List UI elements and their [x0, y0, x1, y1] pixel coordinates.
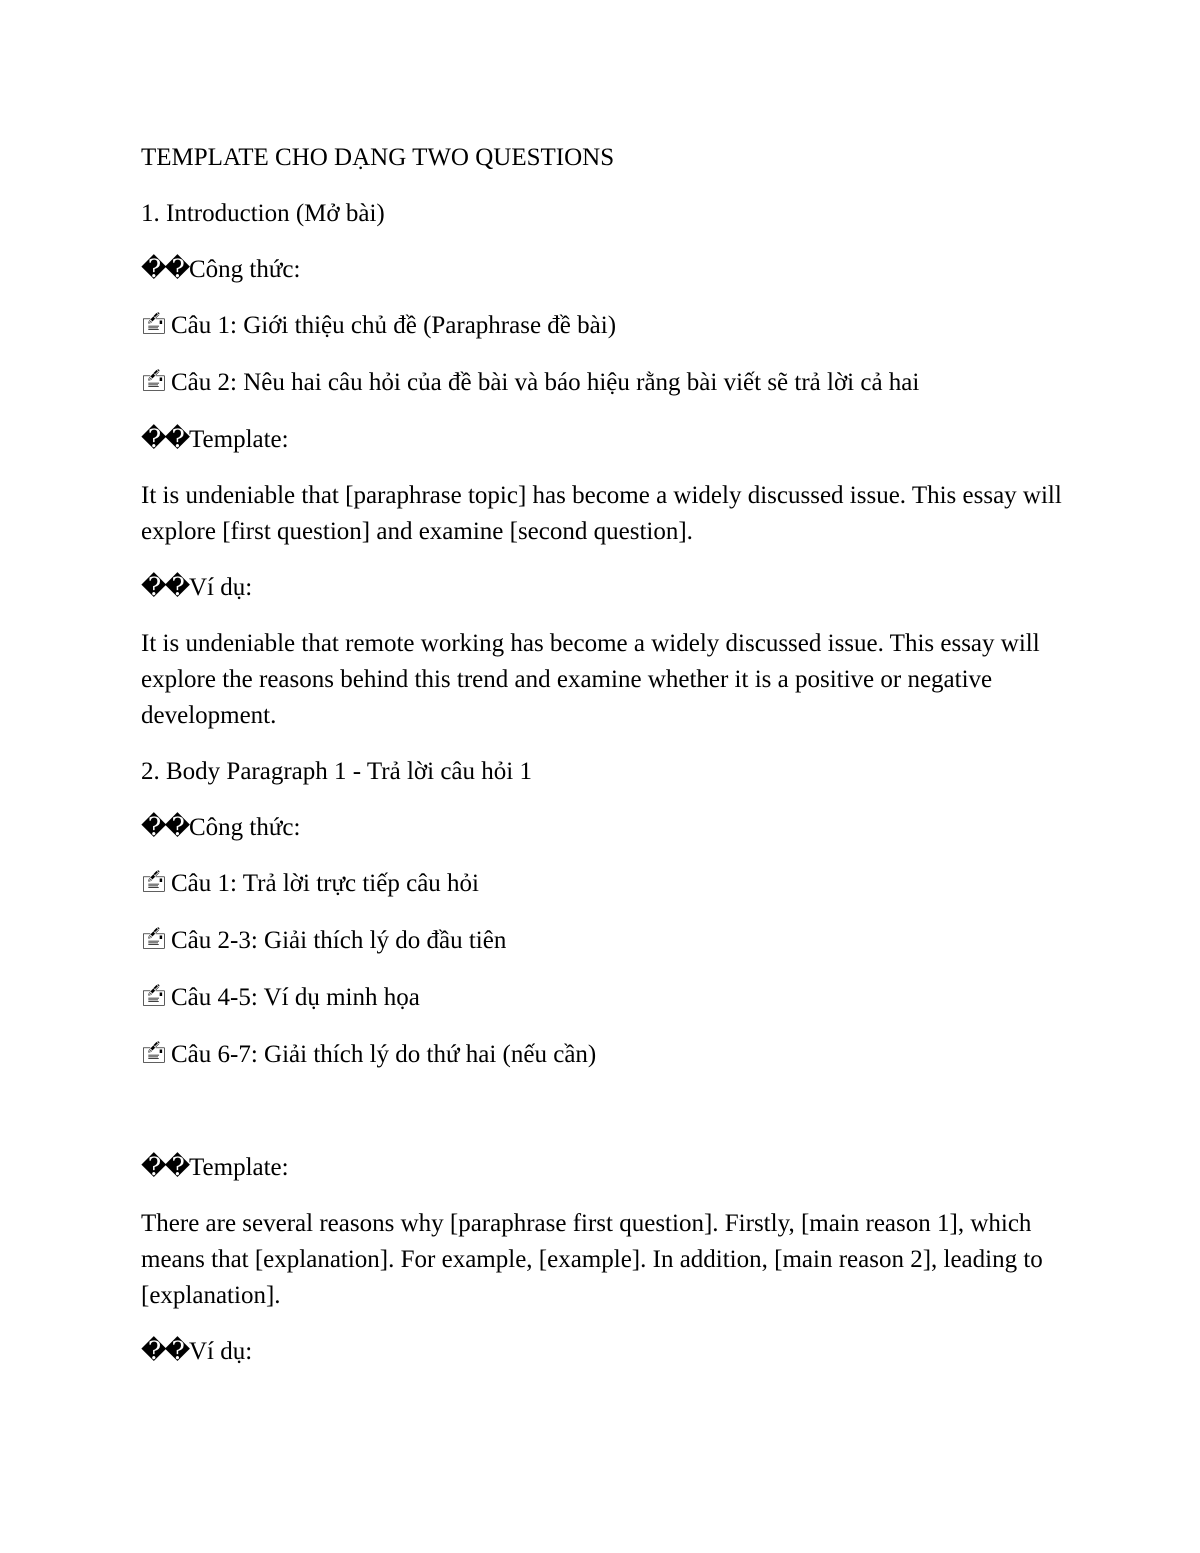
template-label-text: Template:: [189, 1154, 289, 1181]
section2-heading: 2. Body Paragraph 1 - Trả lời câu hỏi 1: [141, 758, 532, 785]
section1-bullet-1: [141, 308, 1071, 345]
replacement-glyph-icon: ��: [141, 1338, 189, 1365]
section1-formula-label: [141, 252, 1071, 288]
bullet-text: Câu 6-7: Giải thích lý do thứ hai (nếu cần): [171, 1041, 597, 1068]
blank-line: [141, 1094, 1071, 1150]
pen-icon: 🖆: [141, 1043, 167, 1068]
section1-example-label: [141, 570, 1071, 606]
section2-bullet-2: [141, 923, 1071, 960]
section2-template-label: [141, 1150, 1071, 1186]
section2-formula-label: [141, 810, 1071, 846]
example-label-text: Ví dụ:: [189, 1338, 253, 1365]
pen-icon: 🖆: [141, 314, 167, 339]
replacement-glyph-icon: ��: [141, 426, 189, 453]
bullet-text: Câu 1: Trả lời trực tiếp câu hỏi: [171, 870, 479, 897]
section2-bullet-4: [141, 1037, 1071, 1074]
replacement-glyph-icon: ��: [141, 1154, 189, 1181]
example-label-text: Ví dụ:: [189, 574, 253, 601]
section1-template-label: [141, 422, 1071, 458]
pen-icon: 🖆: [141, 371, 167, 396]
section2-bullet-1: [141, 866, 1071, 903]
section2-example-label: [141, 1334, 1071, 1370]
document-content: [141, 140, 1071, 1390]
document-title: TEMPLATE CHO DẠNG TWO QUESTIONS: [141, 144, 615, 171]
formula-label-text: Công thức:: [189, 256, 301, 283]
formula-label-text: Công thức:: [189, 814, 301, 841]
bullet-text: Câu 2-3: Giải thích lý do đầu tiên: [171, 927, 507, 954]
pen-icon: 🖆: [141, 929, 167, 954]
section1-bullet-2: [141, 365, 1071, 402]
template-label-text: Template:: [189, 426, 289, 453]
section1-template-text: It is undeniable that [paraphrase topic] has become a widely discussed issue. This essay will explore [first question] and examine [second question].: [141, 482, 1062, 545]
pen-icon: 🖆: [141, 986, 167, 1011]
pen-icon: 🖆: [141, 872, 167, 897]
replacement-glyph-icon: ��: [141, 256, 189, 283]
bullet-text: Câu 4-5: Ví dụ minh họa: [171, 984, 420, 1011]
replacement-glyph-icon: ��: [141, 574, 189, 601]
replacement-glyph-icon: ��: [141, 814, 189, 841]
section2-bullet-3: [141, 980, 1071, 1017]
section2-template-text: There are several reasons why [paraphrase first question]. Firstly, [main reason 1], which means that [explanation]. For example, [example]. In addition, [main reason 2], leading to [explanation].: [141, 1210, 1043, 1309]
section1-example-text: It is undeniable that remote working has become a widely discussed issue. This essay will explore the reasons behind this trend and examine whether it is a positive or negative development.: [141, 630, 1040, 729]
section1-heading: 1. Introduction (Mở bài): [141, 200, 385, 227]
bullet-text: Câu 1: Giới thiệu chủ đề (Paraphrase đề bài): [171, 312, 617, 339]
bullet-text: Câu 2: Nêu hai câu hỏi của đề bài và báo hiệu rằng bài viết sẽ trả lời cả hai: [171, 369, 920, 396]
